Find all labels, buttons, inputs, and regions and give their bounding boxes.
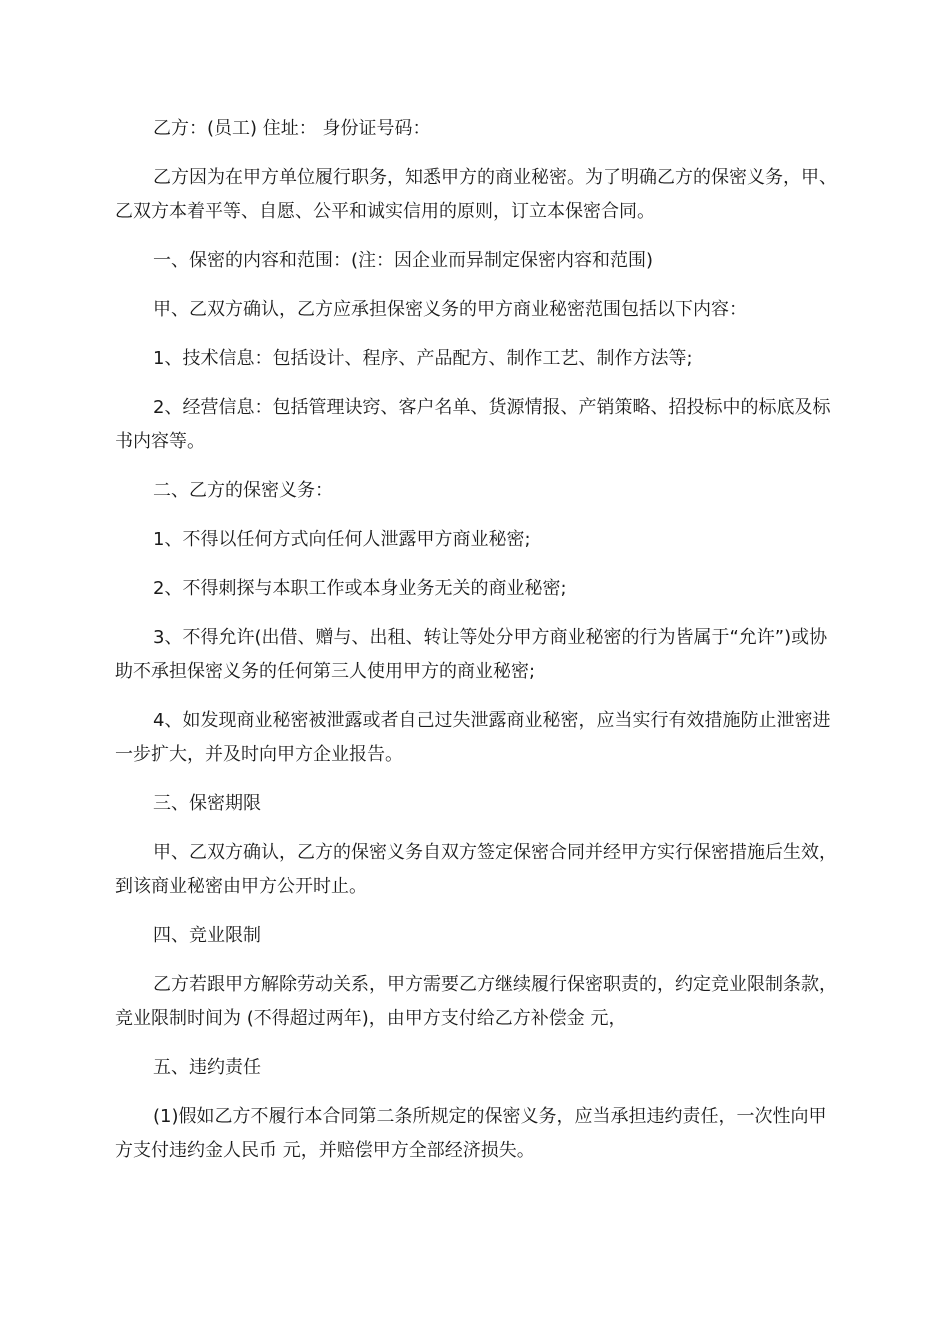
section-2-item-4: 4、如发现商业秘密被泄露或者自己过失泄露商业秘密，应当实行有效措施防止泄密进一步扩大，并及时向甲方企业报告。 <box>115 710 831 765</box>
party-b-info-line: 乙方：(员工) 住址： 身份证号码： <box>153 118 431 139</box>
section-1-item-1: 1、技术信息：包括设计、程序、产品配方、制作工艺、制作方法等; <box>153 348 693 369</box>
section-2-heading: 二、乙方的保密义务： <box>153 480 333 501</box>
section-2-item-2: 2、不得刺探与本职工作或本身业务无关的商业秘密; <box>153 578 567 599</box>
section-3-paragraph: 甲、乙双方确认，乙方的保密义务自双方签定保密合同并经甲方实行保密措施后生效，到该商业秘密由甲方公开时止。 <box>115 842 837 897</box>
section-1-intro: 甲、乙双方确认，乙方应承担保密义务的甲方商业秘密范围包括以下内容： <box>153 299 747 320</box>
document-body <box>115 112 837 1183</box>
section-5-item-1: (1)假如乙方不履行本合同第二条所规定的保密义务，应当承担违约责任，一次性向甲方支付违约金人民币 元，并赔偿甲方全部经济损失。 <box>115 1106 827 1161</box>
preamble-paragraph: 乙方因为在甲方单位履行职务，知悉甲方的商业秘密。为了明确乙方的保密义务，甲、乙双方本着平等、自愿、公平和诚实信用的原则，订立本保密合同。 <box>115 167 837 222</box>
section-2-item-3: 3、不得允许(出借、赠与、出租、转让等处分甲方商业秘密的行为皆属于“允许”)或协助不承担保密义务的任何第三人使用甲方的商业秘密; <box>115 627 828 682</box>
section-4-heading: 四、竞业限制 <box>153 925 261 946</box>
section-3-heading: 三、保密期限 <box>153 793 261 814</box>
section-5-heading: 五、违约责任 <box>153 1057 261 1078</box>
section-2-item-1: 1、不得以任何方式向任何人泄露甲方商业秘密; <box>153 529 531 550</box>
section-1-item-2: 2、经营信息：包括管理诀窍、客户名单、货源情报、产销策略、招投标中的标底及标书内容等。 <box>115 397 831 452</box>
section-1-heading: 一、保密的内容和范围：(注：因企业而异制定保密内容和范围) <box>153 250 654 271</box>
section-4-paragraph: 乙方若跟甲方解除劳动关系，甲方需要乙方继续履行保密职责的，约定竞业限制条款，竞业限制时间为 (不得超过两年)，由甲方支付给乙方补偿金 元， <box>115 974 837 1029</box>
